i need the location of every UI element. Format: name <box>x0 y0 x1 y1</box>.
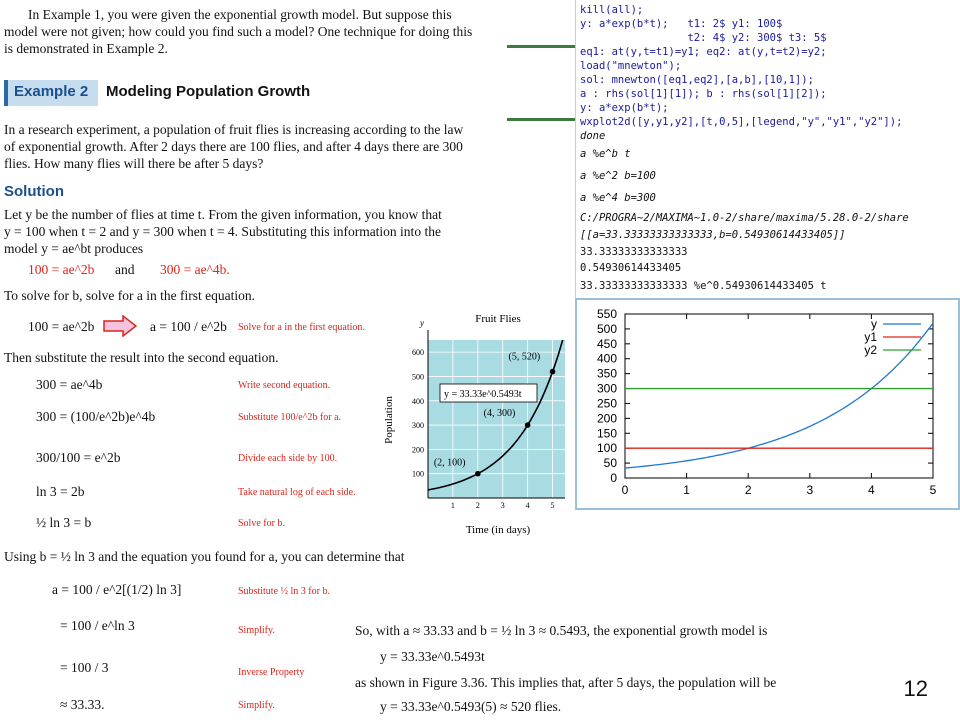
data-point <box>475 471 481 477</box>
y-tick-label: 200 <box>412 445 424 455</box>
step-math: 300 = (100/e^2b)e^4b <box>36 409 156 424</box>
page-number: 12 <box>903 676 928 701</box>
y-tick-label: 300 <box>412 421 424 431</box>
y-tick-label: 500 <box>412 372 424 382</box>
y-tick-label: 300 <box>596 381 617 396</box>
annotation-text: y = 33.33e^0.5493t <box>444 389 522 400</box>
problem-line: flies. How many flies will there be after 5 days? <box>4 156 264 171</box>
example-label: Example 2 <box>14 83 89 100</box>
step-note: Substitute 100/e^2b for a. <box>238 412 342 423</box>
maxima-plot <box>577 300 958 508</box>
conclusion-model: y = 33.33e^0.5493t <box>380 649 485 664</box>
point-label: (2, 100) <box>433 457 466 469</box>
step-math: 300 = ae^4b <box>36 377 103 392</box>
x-axis-label: Time (in days) <box>465 524 531 536</box>
problem-line: In a research experiment, a population of fruit flies is increasing according to the law <box>4 122 464 137</box>
x-tick-label: 2 <box>744 483 752 497</box>
maxima-input-line[interactable]: wxplot2d([y,y1,y2],[t,0,5],[legend,"y","y1","y2"]); <box>580 116 903 128</box>
eq-first: 100 = ae^2b <box>28 262 95 277</box>
chart-title: Fruit Flies <box>475 313 521 325</box>
y-tick-label: 100 <box>412 469 424 479</box>
eq-and: and <box>115 262 135 277</box>
intro-paragraph <box>4 6 504 57</box>
step-note: Write second equation. <box>238 380 331 391</box>
x-tick-label: 5 <box>929 483 937 497</box>
conclusion-result: y = 33.33e^0.5493(5) ≈ 520 flies. <box>380 699 562 714</box>
eq-second: 300 = ae^4b. <box>160 262 230 277</box>
y-axis-letter: y <box>420 318 424 328</box>
y-tick-label: 250 <box>596 396 617 411</box>
y-tick-label: 500 <box>596 321 617 336</box>
y-tick-label: 100 <box>596 441 617 456</box>
step-math: ½ ln 3 = b <box>36 515 92 530</box>
step-note: Take natural log of each side. <box>238 487 356 498</box>
substitute-text: Then substitute the result into the second equation. <box>4 350 279 365</box>
y-tick-label: 450 <box>596 336 617 351</box>
maxima-output: [[a=33.33333333333333,b=0.54930614433405]] <box>580 229 846 241</box>
legend-label: y1 <box>864 330 877 344</box>
a-step-math: a = 100 / e^2[(1/2) ln 3] <box>52 582 182 597</box>
y-tick-label: 50 <box>603 456 617 471</box>
point-label: (4, 300) <box>483 408 516 420</box>
step-math: 300/100 = e^2b <box>36 450 121 465</box>
solve-b-text: To solve for b, solve for a in the first equation. <box>4 288 255 303</box>
x-tick-label: 4 <box>525 501 530 510</box>
maxima-output: a %e^4 b=300 <box>580 192 656 204</box>
step-note: Divide each side by 100. <box>238 453 338 464</box>
maxima-input-line[interactable]: t2: 4$ y2: 300$ t3: 5$ <box>580 32 827 44</box>
x-tick-label: 4 <box>868 483 875 497</box>
y-tick-label: 200 <box>596 411 617 426</box>
x-tick-label: 3 <box>500 501 505 510</box>
x-tick-label: 2 <box>475 501 480 510</box>
y-tick-label: 400 <box>412 396 424 406</box>
data-point <box>550 369 556 375</box>
maxima-output-done: done <box>580 130 606 142</box>
y-tick-label: 550 <box>596 307 617 321</box>
x-tick-label: 3 <box>806 483 814 497</box>
maxima-output: a %e^2 b=100 <box>580 170 656 182</box>
maxima-output: 0.54930614433405 <box>580 262 682 274</box>
y-tick-label: 600 <box>412 348 424 358</box>
connector-bar <box>507 118 575 121</box>
maxima-output: C:/PROGRA~2/MAXIMA~1.0-2/share/maxima/5.28.0-2/share <box>580 212 909 224</box>
maxima-input-line[interactable]: a : rhs(sol[1][1]); b : rhs(sol[1][2]); <box>580 88 827 100</box>
maxima-input-line[interactable]: load("mnewton"); <box>580 60 682 72</box>
problem-paragraph <box>4 121 508 172</box>
maxima-worksheet[interactable] <box>575 0 960 298</box>
step1-lhs: 100 = ae^2b <box>28 319 95 334</box>
x-tick-label: 0 <box>621 483 629 497</box>
a-step-note: Simplify. <box>238 700 275 711</box>
example-label-bar <box>4 80 98 106</box>
maxima-input-line[interactable]: eq1: at(y,t=t1)=y1; eq2: at(y,t=t2)=y2; <box>580 46 827 58</box>
plot-area <box>625 314 933 478</box>
solution-line: model y = ae^bt produces <box>4 241 144 256</box>
conclusion-line2: as shown in Figure 3.36. This implies that, after 5 days, the population will be <box>355 675 777 690</box>
example-title: Modeling Population Growth <box>106 83 311 100</box>
maxima-input-line[interactable]: sol: mnewton([eq1,eq2],[a,b],[10,1]); <box>580 74 814 86</box>
y-tick-label: 0 <box>610 471 617 485</box>
y-tick-label: 150 <box>596 426 617 441</box>
arrow-icon <box>103 315 137 337</box>
point-label: (5, 520) <box>508 351 541 363</box>
step-math: ln 3 = 2b <box>36 484 85 499</box>
legend-label: y <box>871 317 877 331</box>
y-tick-label: 350 <box>596 366 617 381</box>
maxima-output: 33.33333333333333 <box>580 246 688 258</box>
solution-line: y = 100 when t = 2 and y = 300 when t = 4. Substituting this information into the <box>4 224 441 239</box>
step1-rhs: a = 100 / e^2b <box>150 319 227 334</box>
maxima-output: a %e^b t <box>580 148 631 160</box>
legend-label: y2 <box>864 343 877 357</box>
data-point <box>525 422 531 428</box>
x-tick-label: 1 <box>450 501 455 510</box>
maxima-input-line[interactable]: y: a*exp(b*t); <box>580 102 669 114</box>
connector-bar <box>507 45 575 48</box>
conclusion-line1: So, with a ≈ 33.33 and b = ½ ln 3 ≈ 0.5493, the exponential growth model is <box>355 623 768 638</box>
solution-line: Let y be the number of flies at time t. From the given information, you know that <box>4 207 442 222</box>
x-tick-label: 5 <box>550 501 555 510</box>
a-step-note: Inverse Property <box>238 667 305 678</box>
a-step-math: = 100 / e^ln 3 <box>60 618 135 633</box>
a-step-math: = 100 / 3 <box>60 660 109 675</box>
step1-note: Solve for a in the first equation. <box>238 322 365 333</box>
a-step-math: ≈ 33.33. <box>60 697 105 712</box>
fruit-flies-chart <box>380 310 570 540</box>
maxima-input-line[interactable]: kill(all); <box>580 4 644 16</box>
problem-line: of exponential growth. After 2 days there are 100 flies, and after 4 days there are 300 <box>4 139 463 154</box>
a-step-note: Substitute ½ ln 3 for b. <box>238 586 330 597</box>
using-text: Using b = ½ ln 3 and the equation you found for a, you can determine that <box>4 549 405 564</box>
intro-line: In Example 1, you were given the exponential growth model. But suppose this <box>28 7 452 22</box>
solution-heading: Solution <box>4 183 64 200</box>
intro-line: is demonstrated in Example 2. <box>4 41 168 56</box>
maxima-input-line[interactable]: y: a*exp(b*t); t1: 2$ y1: 100$ <box>580 18 783 30</box>
a-step-note: Simplify. <box>238 625 275 636</box>
y-tick-label: 400 <box>596 351 617 366</box>
step-note: Solve for b. <box>238 518 285 529</box>
x-tick-label: 1 <box>683 483 690 497</box>
intro-line: model were not given; how could you find such a model? One technique for doing this <box>4 24 473 39</box>
maxima-output: 33.33333333333333 %e^0.54930614433405 t <box>580 280 827 292</box>
y-axis-label: Population <box>383 396 395 444</box>
solution-paragraph <box>4 206 508 257</box>
